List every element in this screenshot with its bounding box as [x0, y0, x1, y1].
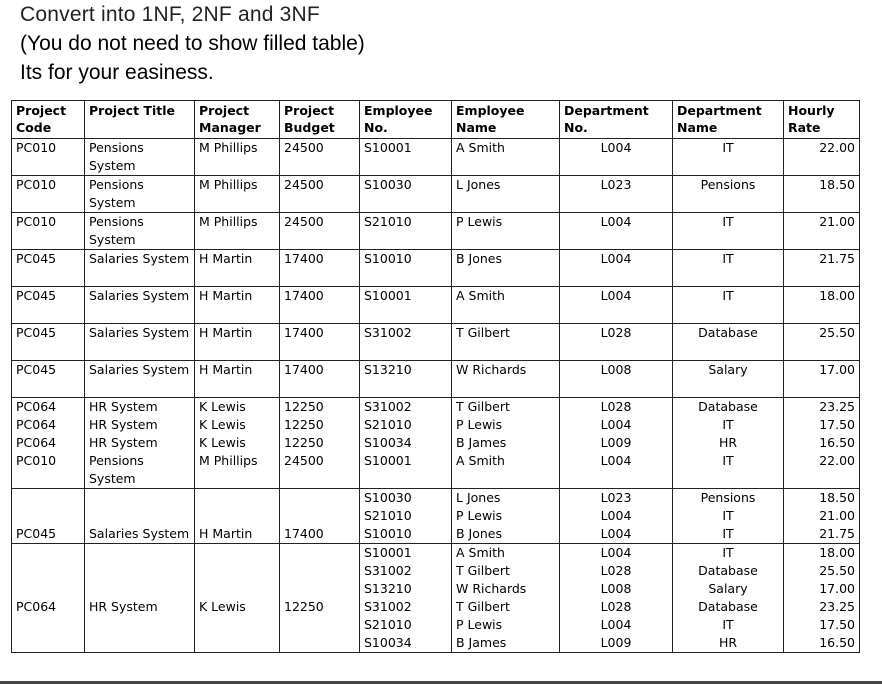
- table-row: [12, 525, 860, 544]
- cell-title: [85, 634, 195, 653]
- cell-dept: L004: [560, 250, 673, 287]
- cell-mgr: K Lewis: [195, 416, 280, 434]
- cell-mgr: [195, 489, 280, 508]
- cell-title: Salaries System: [85, 250, 195, 287]
- cell-dept: L004: [560, 507, 673, 525]
- cell-mgr: [195, 580, 280, 598]
- cell-budget: 17400: [280, 324, 360, 361]
- cell-mgr: [195, 616, 280, 634]
- cell-code: [12, 507, 85, 525]
- cell-mgr: H Martin: [195, 361, 280, 398]
- cell-dept: L004: [560, 287, 673, 324]
- table-row: [12, 507, 860, 525]
- cell-code: [12, 544, 85, 563]
- cell-dname: Database: [673, 562, 784, 580]
- cell-title: HR System: [85, 598, 195, 616]
- cell-code: PC045: [12, 361, 85, 398]
- table-header-row: [12, 101, 860, 139]
- cell-budget: 12250: [280, 398, 360, 417]
- cell-emp: S13210: [360, 361, 452, 398]
- cell-emp: S31002: [360, 398, 452, 417]
- cell-code: PC045: [12, 324, 85, 361]
- cell-ename: A Smith: [452, 544, 560, 563]
- cell-ename: P Lewis: [452, 416, 560, 434]
- cell-title: HR System: [85, 416, 195, 434]
- cell-rate: 18.50: [784, 489, 860, 508]
- cell-rate: 18.50: [784, 176, 860, 213]
- column-header-ename: Employee Name: [452, 101, 560, 139]
- column-header-mgr: Project Manager: [195, 101, 280, 139]
- cell-ename: T Gilbert: [452, 562, 560, 580]
- cell-code: PC064: [12, 598, 85, 616]
- table-row: [12, 580, 860, 598]
- cell-mgr: K Lewis: [195, 434, 280, 452]
- cell-rate: 25.50: [784, 562, 860, 580]
- table-row: [12, 634, 860, 653]
- cell-mgr: [195, 544, 280, 563]
- cell-ename: W Richards: [452, 580, 560, 598]
- cell-rate: 23.25: [784, 398, 860, 417]
- cell-mgr: H Martin: [195, 525, 280, 544]
- cell-budget: [280, 562, 360, 580]
- cell-code: [12, 562, 85, 580]
- cell-title: [85, 489, 195, 508]
- cell-title: [85, 616, 195, 634]
- table-row: [12, 434, 860, 452]
- cell-title: Salaries System: [85, 287, 195, 324]
- cell-dept: L009: [560, 634, 673, 653]
- heading-line-2: (You do not need to show filled table): [20, 32, 365, 55]
- cell-title: Salaries System: [85, 361, 195, 398]
- cell-code: PC045: [12, 250, 85, 287]
- cell-title: [85, 562, 195, 580]
- cell-ename: L Jones: [452, 489, 560, 508]
- cell-title: Pensions System: [85, 176, 195, 213]
- cell-budget: [280, 507, 360, 525]
- cell-ename: B Jones: [452, 525, 560, 544]
- cell-emp: S21010: [360, 213, 452, 250]
- heading-line-3: Its for your easiness.: [20, 61, 214, 84]
- bottom-rule: [0, 681, 882, 684]
- cell-dept: L023: [560, 489, 673, 508]
- cell-dept: L028: [560, 562, 673, 580]
- cell-title: HR System: [85, 398, 195, 417]
- cell-rate: 16.50: [784, 434, 860, 452]
- cell-title: [85, 507, 195, 525]
- cell-code: [12, 634, 85, 653]
- cell-emp: S31002: [360, 324, 452, 361]
- cell-ename: L Jones: [452, 176, 560, 213]
- cell-dname: IT: [673, 616, 784, 634]
- table-row: [12, 416, 860, 434]
- cell-code: [12, 580, 85, 598]
- cell-mgr: [195, 562, 280, 580]
- cell-dname: IT: [673, 452, 784, 489]
- cell-dname: Database: [673, 324, 784, 361]
- cell-mgr: H Martin: [195, 324, 280, 361]
- cell-budget: 17400: [280, 361, 360, 398]
- cell-emp: S10010: [360, 250, 452, 287]
- cell-mgr: K Lewis: [195, 398, 280, 417]
- cell-mgr: [195, 634, 280, 653]
- table-row: [12, 324, 860, 361]
- cell-title: [85, 580, 195, 598]
- cell-dept: L004: [560, 544, 673, 563]
- heading-line-1: Convert into 1NF, 2NF and 3NF: [20, 3, 320, 26]
- cell-budget: [280, 634, 360, 653]
- cell-rate: 16.50: [784, 634, 860, 653]
- cell-dname: IT: [673, 544, 784, 563]
- cell-dname: Database: [673, 398, 784, 417]
- cell-dname: IT: [673, 525, 784, 544]
- table-row: [12, 616, 860, 634]
- cell-rate: 17.50: [784, 616, 860, 634]
- cell-code: PC064: [12, 398, 85, 417]
- cell-rate: 17.50: [784, 416, 860, 434]
- table-row: [12, 452, 860, 489]
- cell-rate: 21.75: [784, 250, 860, 287]
- cell-mgr: M Phillips: [195, 213, 280, 250]
- cell-mgr: [195, 507, 280, 525]
- cell-budget: 17400: [280, 250, 360, 287]
- cell-ename: A Smith: [452, 139, 560, 176]
- cell-emp: S13210: [360, 580, 452, 598]
- cell-rate: 25.50: [784, 324, 860, 361]
- cell-budget: [280, 489, 360, 508]
- cell-code: PC064: [12, 434, 85, 452]
- table-row: [12, 250, 860, 287]
- cell-title: Salaries System: [85, 324, 195, 361]
- heading: [20, 0, 860, 87]
- cell-dept: L008: [560, 580, 673, 598]
- cell-dname: IT: [673, 416, 784, 434]
- column-header-emp: Employee No.: [360, 101, 452, 139]
- cell-rate: 21.00: [784, 507, 860, 525]
- cell-code: PC010: [12, 176, 85, 213]
- cell-code: PC045: [12, 287, 85, 324]
- cell-emp: S21010: [360, 616, 452, 634]
- cell-emp: S10001: [360, 452, 452, 489]
- cell-dname: Pensions: [673, 176, 784, 213]
- table-row: [12, 562, 860, 580]
- table-row: [12, 361, 860, 398]
- cell-dept: L008: [560, 361, 673, 398]
- column-header-title: Project Title: [85, 101, 195, 139]
- cell-dept: L004: [560, 525, 673, 544]
- project-employee-table: [11, 100, 860, 653]
- cell-emp: S21010: [360, 507, 452, 525]
- cell-budget: 24500: [280, 139, 360, 176]
- cell-dept: L004: [560, 616, 673, 634]
- cell-title: Pensions System: [85, 139, 195, 176]
- table-row: [12, 398, 860, 417]
- column-header-code: Project Code: [12, 101, 85, 139]
- cell-rate: 22.00: [784, 452, 860, 489]
- cell-budget: 12250: [280, 416, 360, 434]
- cell-dept: L009: [560, 434, 673, 452]
- column-header-rate: Hourly Rate: [784, 101, 860, 139]
- cell-ename: B Jones: [452, 250, 560, 287]
- cell-rate: 22.00: [784, 139, 860, 176]
- cell-mgr: M Phillips: [195, 176, 280, 213]
- cell-code: PC010: [12, 213, 85, 250]
- cell-dept: L023: [560, 176, 673, 213]
- cell-ename: T Gilbert: [452, 598, 560, 616]
- cell-dname: Salary: [673, 580, 784, 598]
- cell-budget: [280, 616, 360, 634]
- cell-dname: Pensions: [673, 489, 784, 508]
- cell-dname: HR: [673, 634, 784, 653]
- cell-budget: [280, 544, 360, 563]
- cell-dept: L004: [560, 213, 673, 250]
- table-row: [12, 287, 860, 324]
- cell-budget: [280, 580, 360, 598]
- cell-ename: P Lewis: [452, 213, 560, 250]
- cell-emp: S31002: [360, 598, 452, 616]
- cell-ename: A Smith: [452, 452, 560, 489]
- cell-dept: L028: [560, 598, 673, 616]
- cell-dept: L004: [560, 139, 673, 176]
- cell-rate: 21.00: [784, 213, 860, 250]
- cell-rate: 17.00: [784, 361, 860, 398]
- cell-ename: A Smith: [452, 287, 560, 324]
- cell-ename: W Richards: [452, 361, 560, 398]
- cell-title: Pensions System: [85, 452, 195, 489]
- cell-emp: S10030: [360, 489, 452, 508]
- cell-emp: S31002: [360, 562, 452, 580]
- cell-budget: 24500: [280, 213, 360, 250]
- table-row: [12, 489, 860, 508]
- table-row: [12, 139, 860, 176]
- cell-emp: S21010: [360, 416, 452, 434]
- cell-code: [12, 489, 85, 508]
- cell-title: Salaries System: [85, 525, 195, 544]
- cell-ename: B James: [452, 434, 560, 452]
- cell-budget: 24500: [280, 176, 360, 213]
- cell-rate: 18.00: [784, 544, 860, 563]
- cell-ename: B James: [452, 634, 560, 653]
- cell-dname: IT: [673, 287, 784, 324]
- cell-emp: S10034: [360, 634, 452, 653]
- column-header-dept: Department No.: [560, 101, 673, 139]
- cell-code: [12, 616, 85, 634]
- cell-title: Pensions System: [85, 213, 195, 250]
- cell-dname: Database: [673, 598, 784, 616]
- table-row: [12, 176, 860, 213]
- cell-dname: IT: [673, 213, 784, 250]
- cell-code: PC010: [12, 452, 85, 489]
- cell-ename: P Lewis: [452, 616, 560, 634]
- cell-rate: 21.75: [784, 525, 860, 544]
- cell-dname: HR: [673, 434, 784, 452]
- cell-dept: L028: [560, 398, 673, 417]
- cell-mgr: M Phillips: [195, 452, 280, 489]
- cell-budget: 17400: [280, 525, 360, 544]
- cell-rate: 17.00: [784, 580, 860, 598]
- cell-mgr: K Lewis: [195, 598, 280, 616]
- cell-dname: IT: [673, 507, 784, 525]
- cell-dept: L028: [560, 324, 673, 361]
- cell-budget: 12250: [280, 434, 360, 452]
- cell-ename: T Gilbert: [452, 324, 560, 361]
- cell-title: HR System: [85, 434, 195, 452]
- table-row: [12, 213, 860, 250]
- cell-mgr: M Phillips: [195, 139, 280, 176]
- cell-dept: L004: [560, 452, 673, 489]
- table-row: [12, 598, 860, 616]
- cell-budget: 12250: [280, 598, 360, 616]
- cell-code: PC064: [12, 416, 85, 434]
- cell-mgr: H Martin: [195, 250, 280, 287]
- cell-emp: S10001: [360, 287, 452, 324]
- cell-budget: 17400: [280, 287, 360, 324]
- cell-rate: 23.25: [784, 598, 860, 616]
- cell-budget: 24500: [280, 452, 360, 489]
- cell-ename: P Lewis: [452, 507, 560, 525]
- cell-code: PC045: [12, 525, 85, 544]
- column-header-dname: Department Name: [673, 101, 784, 139]
- cell-dept: L004: [560, 416, 673, 434]
- cell-ename: T Gilbert: [452, 398, 560, 417]
- cell-dname: Salary: [673, 361, 784, 398]
- cell-mgr: H Martin: [195, 287, 280, 324]
- cell-emp: S10010: [360, 525, 452, 544]
- cell-title: [85, 544, 195, 563]
- cell-dname: IT: [673, 250, 784, 287]
- table-row: [12, 544, 860, 563]
- cell-emp: S10001: [360, 544, 452, 563]
- cell-code: PC010: [12, 139, 85, 176]
- cell-emp: S10001: [360, 139, 452, 176]
- column-header-budget: Project Budget: [280, 101, 360, 139]
- cell-rate: 18.00: [784, 287, 860, 324]
- cell-dname: IT: [673, 139, 784, 176]
- cell-emp: S10034: [360, 434, 452, 452]
- cell-emp: S10030: [360, 176, 452, 213]
